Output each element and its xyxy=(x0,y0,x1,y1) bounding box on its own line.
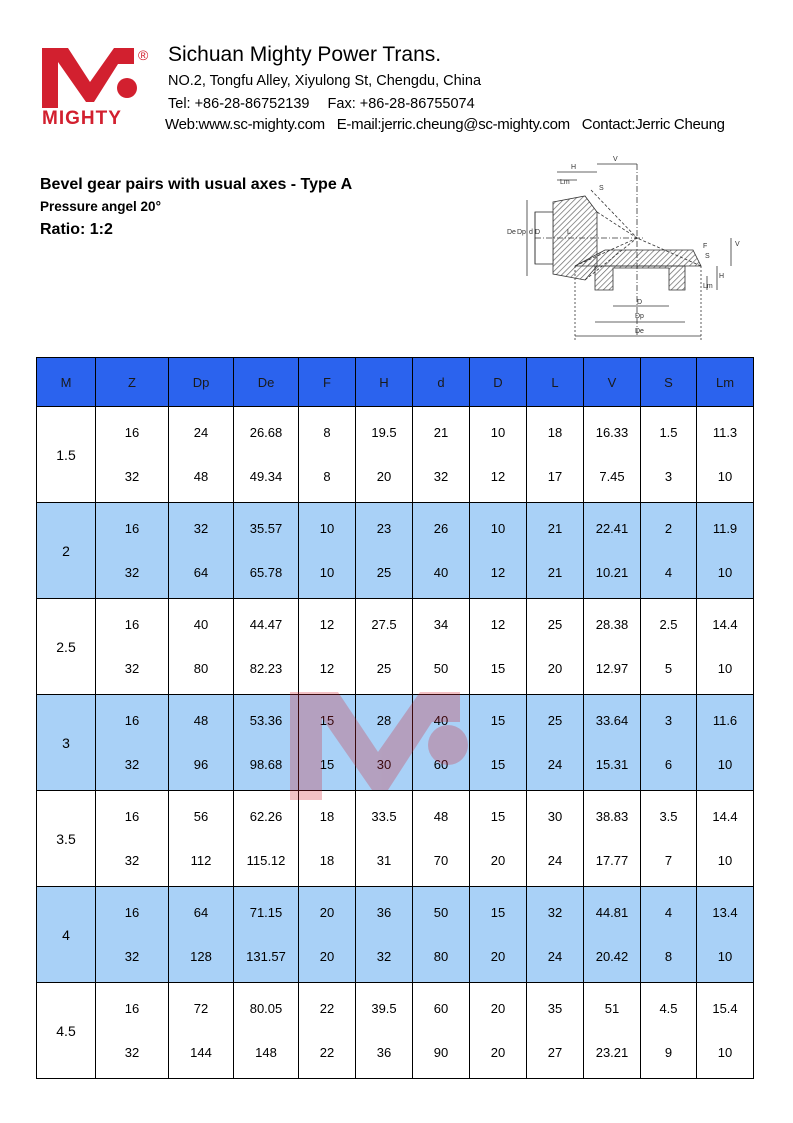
company-contact: Contact:Jerric Cheung xyxy=(581,116,725,133)
table-cell: 4 xyxy=(641,551,697,599)
table-cell: 131.57 xyxy=(234,935,299,983)
table-cell: 148 xyxy=(234,1031,299,1079)
table-cell: 32 xyxy=(96,455,169,503)
table-cell: 39.5 xyxy=(356,983,413,1031)
table-cell: 128 xyxy=(169,935,234,983)
table-cell: 10 xyxy=(697,455,754,503)
table-cell: 13.4 xyxy=(697,887,754,935)
table-cell: 16 xyxy=(96,503,169,551)
table-cell: 82.23 xyxy=(234,647,299,695)
column-header: S xyxy=(641,358,697,407)
table-cell: 40 xyxy=(413,695,470,743)
table-cell: 17.77 xyxy=(584,839,641,887)
table-cell: 3 xyxy=(641,455,697,503)
table-row xyxy=(37,551,754,599)
table-cell: 19.5 xyxy=(356,407,413,455)
table-cell: 21 xyxy=(527,551,584,599)
table-cell: 25 xyxy=(356,647,413,695)
pressure-angle: Pressure angel 20° xyxy=(40,199,161,214)
table-row xyxy=(37,983,754,1031)
table-cell: 20 xyxy=(470,983,527,1031)
table-cell: 23.21 xyxy=(584,1031,641,1079)
column-header: d xyxy=(413,358,470,407)
table-cell: 16 xyxy=(96,887,169,935)
table-cell: 10 xyxy=(697,551,754,599)
table-cell: 40 xyxy=(169,599,234,647)
table-cell: 48 xyxy=(169,455,234,503)
svg-text:V: V xyxy=(613,156,618,163)
module-cell: 4.5 xyxy=(37,983,96,1079)
page-title: Bevel gear pairs with usual axes - Type A xyxy=(40,176,353,193)
svg-text:V: V xyxy=(735,241,740,248)
column-header: L xyxy=(527,358,584,407)
table-cell: 4.5 xyxy=(641,983,697,1031)
table-cell: 48 xyxy=(413,791,470,839)
company-phone-line xyxy=(168,96,475,112)
table-cell: 71.15 xyxy=(234,887,299,935)
company-email[interactable]: E-mail:jerric.cheung@sc-mighty.com xyxy=(336,116,570,133)
table-row xyxy=(37,791,754,839)
table-cell: 34 xyxy=(413,599,470,647)
svg-text:d: d xyxy=(529,229,533,236)
svg-text:L: L xyxy=(567,229,571,236)
column-header: Lm xyxy=(697,358,754,407)
table-cell: 15 xyxy=(470,695,527,743)
table-cell: 24 xyxy=(527,935,584,983)
company-fax: Fax: +86-28-86755074 xyxy=(327,96,475,112)
svg-text:D: D xyxy=(535,229,541,236)
table-cell: 18 xyxy=(299,791,356,839)
table-cell: 24 xyxy=(527,743,584,791)
table-cell: 33.5 xyxy=(356,791,413,839)
table-cell: 33.64 xyxy=(584,695,641,743)
table-cell: 44.47 xyxy=(234,599,299,647)
table-cell: 50 xyxy=(413,887,470,935)
table-cell: 8 xyxy=(299,455,356,503)
table-cell: 10 xyxy=(470,407,527,455)
table-cell: 26 xyxy=(413,503,470,551)
table-cell: 16 xyxy=(96,599,169,647)
table-cell: 26.68 xyxy=(234,407,299,455)
bevel-gear-diagram xyxy=(505,150,745,345)
table-cell: 112 xyxy=(169,839,234,887)
table-cell: 12 xyxy=(470,455,527,503)
table-cell: 10.21 xyxy=(584,551,641,599)
table-row xyxy=(37,887,754,935)
svg-text:Dp: Dp xyxy=(635,313,644,320)
column-header: Dp xyxy=(169,358,234,407)
company-web-line xyxy=(165,116,733,133)
table-cell: 32 xyxy=(96,1031,169,1079)
table-cell: 20 xyxy=(470,839,527,887)
table-cell: 22 xyxy=(299,983,356,1031)
company-address: NO.2, Tongfu Alley, Xiyulong St, Chengdu, China xyxy=(168,73,482,89)
svg-text:S: S xyxy=(705,253,710,260)
table-cell: 16 xyxy=(96,791,169,839)
table-cell: 20.42 xyxy=(584,935,641,983)
svg-text:®: ® xyxy=(138,47,149,63)
svg-text:De: De xyxy=(635,328,644,335)
table-row xyxy=(37,1031,754,1079)
table-cell: 1.5 xyxy=(641,407,697,455)
table-cell: 25 xyxy=(356,551,413,599)
table-row xyxy=(37,503,754,551)
table-cell: 9 xyxy=(641,1031,697,1079)
svg-text:De: De xyxy=(507,229,516,236)
table-cell: 12 xyxy=(470,599,527,647)
company-tel: Tel: +86-28-86752139 xyxy=(168,96,310,112)
table-cell: 21 xyxy=(413,407,470,455)
module-group xyxy=(37,791,754,887)
table-cell: 17 xyxy=(527,455,584,503)
table-cell: 80 xyxy=(169,647,234,695)
column-header: H xyxy=(356,358,413,407)
column-header: D xyxy=(470,358,527,407)
table-cell: 24 xyxy=(527,839,584,887)
company-website[interactable]: Web:www.sc-mighty.com xyxy=(165,116,325,133)
table-cell: 11.6 xyxy=(697,695,754,743)
table-cell: 24 xyxy=(169,407,234,455)
table-cell: 50 xyxy=(413,647,470,695)
table-cell: 12 xyxy=(299,599,356,647)
table-cell: 10 xyxy=(697,1031,754,1079)
module-group xyxy=(37,503,754,599)
table-cell: 3.5 xyxy=(641,791,697,839)
table-cell: 10 xyxy=(299,551,356,599)
table-cell: 21 xyxy=(527,503,584,551)
table-cell: 10 xyxy=(697,839,754,887)
svg-text:D: D xyxy=(637,299,643,306)
table-cell: 7 xyxy=(641,839,697,887)
table-row xyxy=(37,839,754,887)
table-cell: 65.78 xyxy=(234,551,299,599)
table-cell: 20 xyxy=(470,1031,527,1079)
table-cell: 15 xyxy=(299,743,356,791)
table-cell: 2.5 xyxy=(641,599,697,647)
table-cell: 60 xyxy=(413,743,470,791)
table-cell: 10 xyxy=(697,743,754,791)
table-cell: 144 xyxy=(169,1031,234,1079)
bevel-gear-spec-table xyxy=(36,357,754,1079)
table-cell: 27.5 xyxy=(356,599,413,647)
table-cell: 70 xyxy=(413,839,470,887)
table-row xyxy=(37,455,754,503)
table-cell: 15.4 xyxy=(697,983,754,1031)
table-cell: 22.41 xyxy=(584,503,641,551)
company-name: Sichuan Mighty Power Trans. xyxy=(168,43,442,66)
table-cell: 12 xyxy=(470,551,527,599)
table-cell: 51 xyxy=(584,983,641,1031)
table-cell: 80 xyxy=(413,935,470,983)
svg-text:Lm: Lm xyxy=(560,179,570,186)
table-row xyxy=(37,407,754,455)
module-cell: 3 xyxy=(37,695,96,791)
table-cell: 30 xyxy=(356,743,413,791)
table-cell: 20 xyxy=(470,935,527,983)
table-cell: 80.05 xyxy=(234,983,299,1031)
module-group xyxy=(37,407,754,503)
table-cell: 62.26 xyxy=(234,791,299,839)
svg-text:S: S xyxy=(599,185,604,192)
table-cell: 44.81 xyxy=(584,887,641,935)
table-cell: 31 xyxy=(356,839,413,887)
table-cell: 38.83 xyxy=(584,791,641,839)
table-cell: 40 xyxy=(413,551,470,599)
table-cell: 16 xyxy=(96,695,169,743)
module-group xyxy=(37,887,754,983)
table-cell: 10 xyxy=(697,647,754,695)
table-cell: 18 xyxy=(299,839,356,887)
table-cell: 20 xyxy=(299,935,356,983)
svg-text:MIGHTY: MIGHTY xyxy=(42,108,122,128)
module-group xyxy=(37,983,754,1079)
module-cell: 4 xyxy=(37,887,96,983)
table-cell: 32 xyxy=(96,647,169,695)
table-row xyxy=(37,647,754,695)
table-cell: 32 xyxy=(96,839,169,887)
module-group xyxy=(37,695,754,791)
table-cell: 64 xyxy=(169,887,234,935)
table-cell: 15 xyxy=(470,743,527,791)
table-header-row xyxy=(37,358,754,407)
table-cell: 10 xyxy=(470,503,527,551)
table-row xyxy=(37,935,754,983)
table-cell: 56 xyxy=(169,791,234,839)
column-header: F xyxy=(299,358,356,407)
table-cell: 20 xyxy=(356,455,413,503)
table-cell: 64 xyxy=(169,551,234,599)
table-cell: 5 xyxy=(641,647,697,695)
table-cell: 98.68 xyxy=(234,743,299,791)
table-cell: 6 xyxy=(641,743,697,791)
table-cell: 15 xyxy=(299,695,356,743)
table-cell: 11.9 xyxy=(697,503,754,551)
table-cell: 20 xyxy=(299,887,356,935)
table-cell: 10 xyxy=(697,935,754,983)
column-header: M xyxy=(37,358,96,407)
table-cell: 15 xyxy=(470,791,527,839)
table-cell: 72 xyxy=(169,983,234,1031)
table-cell: 28 xyxy=(356,695,413,743)
module-cell: 2 xyxy=(37,503,96,599)
table-cell: 23 xyxy=(356,503,413,551)
table-cell: 15 xyxy=(470,887,527,935)
table-cell: 53.36 xyxy=(234,695,299,743)
module-group xyxy=(37,599,754,695)
table-cell: 48 xyxy=(169,695,234,743)
table-cell: 90 xyxy=(413,1031,470,1079)
table-cell: 12 xyxy=(299,647,356,695)
mighty-logo xyxy=(38,42,156,128)
table-cell: 96 xyxy=(169,743,234,791)
table-cell: 25 xyxy=(527,695,584,743)
table-cell: 36 xyxy=(356,887,413,935)
table-cell: 32 xyxy=(96,935,169,983)
column-header: De xyxy=(234,358,299,407)
table-cell: 32 xyxy=(169,503,234,551)
column-header: Z xyxy=(96,358,169,407)
table-row xyxy=(37,743,754,791)
table-cell: 32 xyxy=(96,743,169,791)
table-cell: 16 xyxy=(96,407,169,455)
table-cell: 7.45 xyxy=(584,455,641,503)
table-row xyxy=(37,599,754,647)
table-cell: 22 xyxy=(299,1031,356,1079)
table-cell: 30 xyxy=(527,791,584,839)
table-cell: 15 xyxy=(470,647,527,695)
table-cell: 16.33 xyxy=(584,407,641,455)
table-cell: 10 xyxy=(299,503,356,551)
svg-text:F: F xyxy=(703,243,708,250)
table-cell: 25 xyxy=(527,599,584,647)
gear-ratio: Ratio: 1:2 xyxy=(40,221,113,238)
table-cell: 115.12 xyxy=(234,839,299,887)
module-cell: 2.5 xyxy=(37,599,96,695)
module-cell: 3.5 xyxy=(37,791,96,887)
table-cell: 18 xyxy=(527,407,584,455)
table-cell: 8 xyxy=(299,407,356,455)
svg-text:H: H xyxy=(571,164,577,171)
table-cell: 15.31 xyxy=(584,743,641,791)
column-header: V xyxy=(584,358,641,407)
table-cell: 3 xyxy=(641,695,697,743)
table-cell: 11.3 xyxy=(697,407,754,455)
svg-text:Lm: Lm xyxy=(703,283,713,290)
table-cell: 35 xyxy=(527,983,584,1031)
table-cell: 16 xyxy=(96,983,169,1031)
table-cell: 14.4 xyxy=(697,599,754,647)
table-cell: 2 xyxy=(641,503,697,551)
table-cell: 8 xyxy=(641,935,697,983)
table-cell: 35.57 xyxy=(234,503,299,551)
table-cell: 4 xyxy=(641,887,697,935)
table-cell: 32 xyxy=(96,551,169,599)
table-cell: 32 xyxy=(356,935,413,983)
svg-text:Dp: Dp xyxy=(517,229,526,236)
table-row xyxy=(37,695,754,743)
table-cell: 28.38 xyxy=(584,599,641,647)
svg-text:H: H xyxy=(719,273,725,280)
table-cell: 14.4 xyxy=(697,791,754,839)
table-cell: 49.34 xyxy=(234,455,299,503)
table-cell: 27 xyxy=(527,1031,584,1079)
table-cell: 36 xyxy=(356,1031,413,1079)
table-cell: 60 xyxy=(413,983,470,1031)
table-cell: 32 xyxy=(413,455,470,503)
module-cell: 1.5 xyxy=(37,407,96,503)
table-cell: 12.97 xyxy=(584,647,641,695)
table-cell: 32 xyxy=(527,887,584,935)
table-cell: 20 xyxy=(527,647,584,695)
